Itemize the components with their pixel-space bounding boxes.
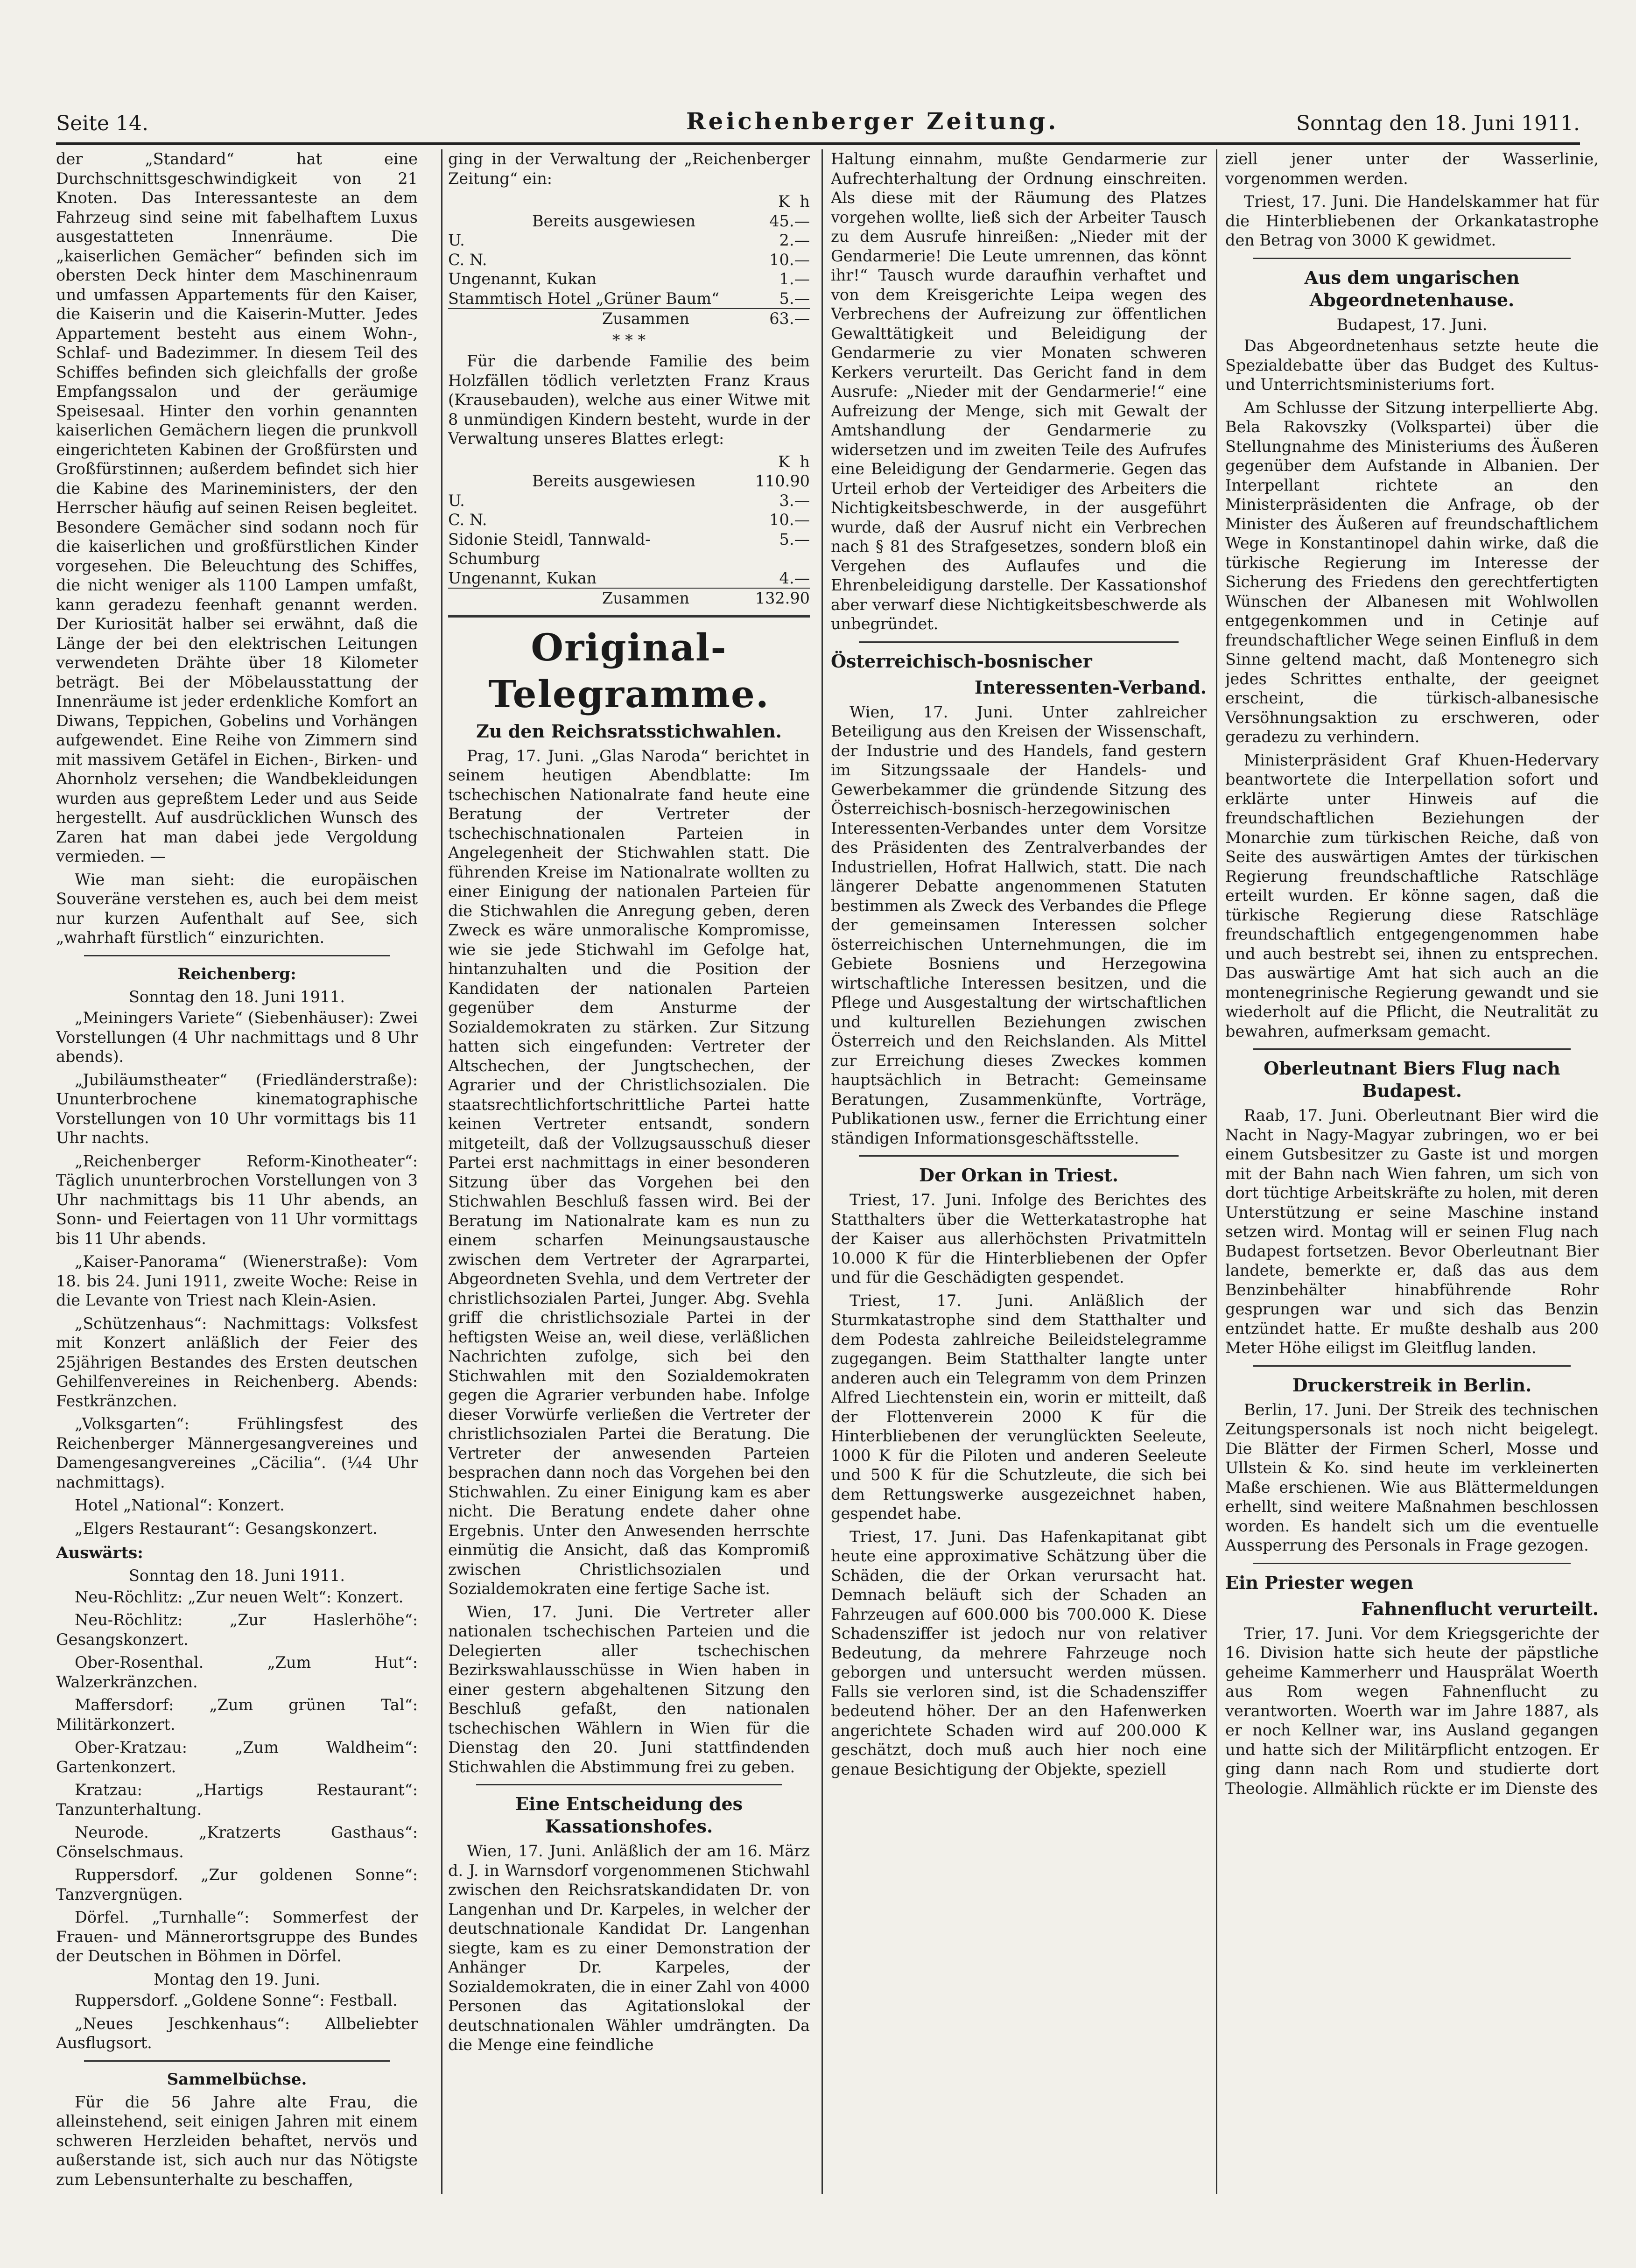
article-paragraph: Wien, 17. Juni. Anläßlich der am 16. März d. J. in Warnsdorf vorgenommenen Stichwahl zwischen den Reichsratskandidaten Dr. von Langenhan und Dr. Karpeles, in welcher der deutschnationale Kandidat Dr. Langenhan siegte, kam es zu einer Demonstration der Anhänger Dr. Karpeles, der Sozialdemokraten, die in einer Zahl von 4000 Personen das Agitationslokal der deutschnationalen Wähler umdrängten. Da die Menge eine feindliche <box>448 1842 810 2054</box>
column-rule <box>822 149 823 2194</box>
table-sum-row: Zusammen 132.90 <box>448 588 810 608</box>
article-paragraph: Raab, 17. Juni. Oberleutnant Bier wird die Nacht in Nagy-Magyar zubringen, wo er bei einem Gutsbesitzer zu Gaste ist und morgen mit der Bahn nach Wien fahren, um sich von dort tüchtige Arbeitskräfte zu holen, mit deren Unterstützung er seine Maschine instand setzen wird. Montag will er seinen Flug nach Budapest fortsetzen. Bevor Oberleutnant Bier landete, bemerkte er, daß das aus dem Benzinbehälter hinabführende Rohr gesprungen war und sich das Benzin entzündet hatte. Er mußte deshalb aus 200 Meter Höhe eiligst im Gleitflug landen. <box>1225 1106 1599 1357</box>
event-item: Hotel „National“: Konzert. <box>75 1496 285 1514</box>
column-4 <box>1225 149 1599 2194</box>
article-paragraph: Am Schlusse der Sitzung interpellierte Abg. Bela Rakovszky (Volkspartei) über die Stellungnahme des Ministeriums des Äußeren gegenüber dem Aufstande in Albanien. Der Interpellant richtete an den Ministerpräsidenten die Anfrage, ob der Minister des Äußeren auf freundschaftlichem Wege in Konstantinopel dahin wirke, daß die türkische Regierung im Interesse der Sicherung des Friedens den gerechtfertigten Wünschen der Albanesen mit Wohlwollen entgegenkommen und in Cetinje auf freundschaftlicher Wege seinen Einfluß in dem Sinne geltend macht, daß Montenegro sich jedes Schrittes enthalte, der geeignet erscheint, die türkisch-albanesische Versöhnungsaktion zu erschweren, oder geradezu zu verhindern. <box>1225 398 1599 746</box>
divider <box>859 641 1179 643</box>
article-paragraph: Für die darbende Familie des beim Holzfällen tödlich verletzten Franz Kraus (Krausebauden), welche aus einer Witwe mit 8 unmündigen Kindern besteht, wurde in der Verwaltung unseres Blattes erlegt: <box>448 352 810 448</box>
article-heading: Der Orkan in Triest. <box>919 1165 1118 1186</box>
article-heading: Interessenten-Verband. <box>974 676 1207 698</box>
donation-intro: ging in der Verwaltung der „Reichenberger Zeitung“ ein: <box>448 150 810 188</box>
currency-header: K h <box>778 192 810 211</box>
page-header <box>56 105 1580 145</box>
dateline: Budapest, 17. Juni. <box>1336 315 1488 334</box>
date-line: Montag den 19. Juni. <box>154 1970 320 1988</box>
event-item: Ober-Kratzau: „Zum Waldheim“: Gartenkonzert. <box>56 1738 418 1776</box>
column-1 <box>56 149 418 2194</box>
currency-header: K h <box>778 452 810 471</box>
table-row: Bereits ausgewiesen 110.90 <box>532 472 810 490</box>
article-paragraph: Wien, 17. Juni. Die Vertreter aller nationalen tschechischen Parteien und die Delegierten aller tschechischen Bezirkswahlausschüsse in Wien haben in einer gestern abgehaltenen Sitzung den Beschluß gefaßt, den nationalen tschechischen Wählern in Wien für die Dienstag den 20. Juni stattfindenden Stichwahlen die Abstimmung frei zu geben. <box>448 1602 810 1776</box>
event-item: „Elgers Restaurant“: Gesangskonzert. <box>75 1519 378 1538</box>
page-number: Seite 14. <box>56 112 148 135</box>
column-2 <box>448 149 810 2194</box>
column-rule <box>441 149 442 2194</box>
article-heading: Zu den Reichsratsstichwahlen. <box>476 720 782 742</box>
event-item: Neurode. „Kratzerts Gasthaus“: Cönselschmaus. <box>56 1823 418 1861</box>
event-item: Ruppersdorf. „Zur goldenen Sonne“: Tanzvergnügen. <box>56 1866 418 1903</box>
article-paragraph: Berlin, 17. Juni. Der Streik des technischen Zeitungspersonals ist noch nicht beigelegt. Die Blätter der Firmen Scherl, Mosse und Ullstein & Ko. sind heute im verkleinerten Maße erschienen. Wie aus Blättermeldungen erhellt, sind weitere Maßnahmen beschlossen worden. Es handelt sich um die eventuelle Aussperrung des Personals in Frage gezogen. <box>1225 1400 1599 1554</box>
event-item: „Schützenhaus“: Nachmittags: Volksfest mit Konzert anläßlich der Feier des 25jährigen Bestandes des Ersten deutschen Gehilfenvereines in Reichenberg. Abends: Festkränzchen. <box>56 1314 418 1410</box>
event-item: „Reichenberger Reform-Kinotheater“: Täglich ununterbrochen Vorstellungen von 3 Uhr nachmittags bis 11 Uhr abends, an Sonn- und Feiertagen von 11 Uhr vormittags bis 11 Uhr abends. <box>56 1152 418 1248</box>
event-item: „Kaiser-Panorama“ (Wienerstraße): Vom 18. bis 24. Juni 1911, zweite Woche: Reise in die Levante von Triest nach Klein-Asien. <box>56 1252 418 1309</box>
column-rule <box>1216 149 1217 2194</box>
article-paragraph: Triest, 17. Juni. Anläßlich der Sturmkatastrophe sind dem Statthalter und dem Podesta zahlreiche Beileidstelegramme zugegangen. Beim Statthalter langte unter anderen auch ein Telegramm von dem Prinzen Alfred Liechtenstein ein, worin er mitteilt, daß der Flottenverein 2000 K für die Hinterbliebenen der verunglückten Seeleute, 1000 K für die Piloten und anderen Seeleute und 500 K für die Schutzleute, die sich bei dem Rettungswerke ausgezeichnet haben, gespendet habe. <box>831 1291 1207 1523</box>
article-paragraph: Trier, 17. Juni. Vor dem Kriegsgerichte der 16. Division hatte sich heute der päpstliche geheime Kammerherr und Hausprälat Woerth aus Rom wegen Fahnenflucht zu verantworten. Woerth war im Jahre 1887, als er noch Kellner war, ins Ausland gegangen und hatte sich der Militärpflicht entzogen. Er ging dann nach Rom und studierte dort Theologie. Allmählich rückte er im Dienste des <box>1225 1624 1599 1798</box>
date-line: Sonntag den 18. Juni 1911. <box>128 1566 345 1585</box>
event-item: Neu-Röchlitz: „Zur Haslerhöhe“: Gesangskonzert. <box>56 1611 418 1649</box>
masthead: Reichenberger Zeitung. <box>686 107 1059 135</box>
article-paragraph: Triest, 17. Juni. Infolge des Berichtes des Statthalters über die Wetterkatastrophe hat der Kaiser aus allerhöchsten Privatmitteln 10.000 K für die Hinterbliebenen der Opfer und für die Geschädigten gespendet. <box>831 1191 1207 1286</box>
divider <box>859 1155 1179 1157</box>
event-item: Ruppersdorf. „Goldene Sonne“: Festball. <box>75 1991 398 2009</box>
divider <box>1253 258 1571 259</box>
article-paragraph: Wien, 17. Juni. Unter zahlreicher Beteiligung aus den Kreisen der Wissenschaft, der Industrie und des Handels, fand gestern im Sitzungssaale der Handels- und Gewerbekammer die gründende Sitzung des Österreichisch-bosnisch-herzegowinischen Interessenten-Verbandes unter dem Vorsitze des Präsidenten des Zentralverbandes der Industriellen, Hofrat Hallwich, statt. Die nach längerer Debatte angenommenen Statuten bestimmen als Zweck des Verbandes die Pflege der gemeinsamen Interessen solcher österreichischen Unternehmungen, die im Gebiete Bosniens und Herzegowina wirtschaftliche Interessen besitzen, und die Pflege und Ausgestaltung der wirtschaftlichen und kulturellen Beziehungen zwischen Österreich und den Reichslanden. Als Mittel zur Erreichung dieses Zweckes kommen hauptsächlich in Betracht: Gemeinsame Beratungen, Zusammenkünfte, Vorträge, Publikationen usw., ferner die Errichtung einer ständigen Informationsgeschäftsstelle. <box>831 702 1207 1147</box>
article-paragraph: Haltung einnahm, mußte Gendarmerie zur Aufrechterhaltung der Ordnung einschreiten. Als diese mit der Räumung des Platzes vorgehen wollte, ließ sich der Arbeiter Tausch zu dem Ausrufe hinreißen: „Nieder mit der Gendarmerie! Die Leute umrennen, das könnt ihr!“ Tausch wurde daraufhin verhaftet und von dem Kreisgerichte Leipa wegen des Verbrechens der Aufreizung zur öffentlichen Gewalttätigkeit und Beleidigung der Gendarmerie zu vier Monaten schweren Kerkers verurteilt. Das Gericht fand in dem Ausrufe: „Nieder mit der Gendarmerie!“ eine Aufreizung der Menge, sich mit Gewalt der Amtshandlung der Gendarmerie zu widersetzen und im zweiten Teile des Aufrufes eine Beleidigung der Gendarmerie. Gegen das Urteil erhob der Verteidiger des Arbeiters die Nichtigkeitsbeschwerde, in der ausgeführt wurde, daß der Ausruf nicht ein Verbrechen nach § 81 des Strafgesetzes, sondern bloß ein Vergehen des Auflaufes und die Ehrenbeleidigung darstelle. Der Kassationshof aber verwarf diese Nichtigkeitsbeschwerde als unbegründet. <box>831 150 1207 633</box>
event-item: „Volksgarten“: Frühlingsfest des Reichenberger Männergesangvereines und Damengesangvereines „Cäcilia“. (¼4 Uhr nachmittags). <box>56 1415 418 1491</box>
divider <box>1253 1365 1571 1367</box>
donation-table <box>448 211 810 329</box>
divider <box>476 1784 782 1785</box>
article-heading: Oberleutnant Biers Flug nach Budapest. <box>1264 1058 1560 1101</box>
divider <box>1253 1048 1571 1050</box>
section-heading: Auswärts: <box>56 1544 143 1562</box>
table-row: C. N. 10.— <box>448 511 810 529</box>
section-title: Original-Telegramme. <box>488 625 770 716</box>
article-paragraph: Das Abgeordnetenhaus setzte heute die Spezialdebatte über das Budget des Kultus- und Unterrichtsministeriums fort. <box>1225 337 1599 393</box>
column-3 <box>831 149 1207 2194</box>
table-row: U. 2.— <box>448 231 810 249</box>
event-item: „Neues Jeschkenhaus“: Allbeliebter Ausflugsort. <box>56 2014 418 2052</box>
divider <box>84 2060 390 2062</box>
table-row: Ungenannt, Kukan 4.— <box>448 569 810 587</box>
article-paragraph: Prag, 17. Juni. „Glas Naroda“ berichtet in seinem heutigen Abendblatte: Im tschechischen Nationalrate fand heute eine Beratung der Vertreter der tschechischnationalen Parteien in Angelegenheit der Stichwahlen statt. Die führenden Kreise im Nationalrate wollten zu einer Einigung der nationalen Parteien für die Stichwahlen die Anregung geben, deren Zweck es wäre unmoralische Kompromisse, wie sie jede Stichwahl im Gefolge hat, hintanzuhalten und die Position der Kandidaten der nationalen Parteien gegenüber dem Ansturme der Sozialdemokraten zu stärken. Zur Sitzung hatten sich eingefunden: Vertreter der Altschechen, der Jungtschechen, der Agrarier und der Christlichsozialen. Die staatsrechtlichfortschrittliche Partei hatte keinen Vertreter entsandt, sondern mitgeteilt, daß der Vollzugsausschuß dieser Partei erst nachmittags in einer besonderen Sitzung über das Vorgehen bei den Stichwahlen Beschluß fassen wird. Bei der Beratung im Nationalrate kam es nun zu einem scharfen Meinungsaustausche zwischen dem Vertreter der Agrarpartei, Abgeordneten Svehla, und dem Vertreter der christlichsozialen Partei, Junger. Abg. Svehla griff die christlichsoziale Partei in der heftigsten Weise an, weil diese, verläßlichen Nachrichten zufolge, sich bei den Stichwahlen mit den Sozialdemokraten gegen die Agrarier verbunden habe. Infolge dieser Vorwürfe verließen die Vertreter der christlichsozialen Partei die Beratung. Die Vertreter der anwesenden Parteien besprachen dann noch das Vorgehen bei den Stichwahlen. Zu einer Einigung kam es aber nicht. Die Beratung endete daher ohne Ergebnis. Unter den Anwesenden herrschte einmütig die Ansicht, daß das Kompromiß zwischen Christlichsozialen und Sozialdemokraten eine fertige Sache ist. <box>448 746 810 1598</box>
event-item: Maffersdorf: „Zum grünen Tal“: Militärkonzert. <box>56 1696 418 1734</box>
article-paragraph: Für die 56 Jahre alte Frau, die alleinstehend, seit einigen Jahren mit einem schweren Herzleiden behaftet, nervös und außerstande ist, sich auch nur das Nötigste zum Lebensunterhalte zu beschaffen, <box>56 2092 418 2189</box>
issue-date: Sonntag den 18. Juni 1911. <box>1296 112 1580 135</box>
donation-table <box>448 471 810 608</box>
event-item: Ober-Rosenthal. „Zum Hut“: Walzerkränzchen. <box>56 1653 418 1691</box>
table-sum-row: Zusammen 63.— <box>448 309 810 329</box>
event-item: Neu-Röchlitz: „Zur neuen Welt“: Konzert. <box>75 1587 404 1606</box>
article-heading: Druckerstreik in Berlin. <box>1292 1374 1532 1396</box>
article-heading: Ein Priester wegen <box>1225 1572 1414 1593</box>
article-paragraph: Triest, 17. Juni. Die Handelskammer hat für die Hinterbliebenen der Orkankatastrophe den Betrag von 3000 K gewidmet. <box>1225 192 1599 249</box>
article-heading: Fahnenflucht verurteilt. <box>1361 1598 1599 1619</box>
date-line: Sonntag den 18. Juni 1911. <box>128 987 345 1006</box>
event-item: „Jubiläumstheater“ (Friedländerstraße): Ununterbrochene kinematographische Vorstellungen von 10 Uhr vormittags bis 11 Uhr nachts. <box>56 1070 418 1147</box>
divider <box>1253 1563 1571 1564</box>
article-heading: Eine Entscheidung des Kassationshofes. <box>515 1793 743 1837</box>
article-heading: Aus dem ungarischen Abgeordnetenhause. <box>1304 267 1520 310</box>
event-item: Kratzau: „Hartigs Restaurant“: Tanzunterhaltung. <box>56 1781 418 1819</box>
table-row: U. 3.— <box>448 491 810 510</box>
article-heading: Österreichisch-bosnischer <box>831 650 1092 672</box>
table-row: C. N. 10.— <box>448 250 810 269</box>
divider <box>84 955 390 956</box>
table-row: Sidonie Steidl, Tannwald-Schumburg 5.— <box>448 530 810 568</box>
section-heading: Sammelbüchse. <box>167 2070 307 2089</box>
article-paragraph: Ministerpräsident Graf Khuen-Hedervary beantwortete die Interpellation sofort und erklärte unter Hinweis auf die freundschaftlichen Beziehungen der Monarchie zum türkischen Reiche, daß von Seite des auswärtigen Amtes der türkischen Regierung freundschaftliche Ratschläge erteilt wurden. Er könne sagen, daß die türkische Regierung diese Ratschläge freundschaftlich entgegengenommen habe und auch bestrebt sei, ihnen zu entsprechen. Das auswärtige Amt hat sich auch an die montenegrinische Regierung gewandt und sie wiederholt auf die Pflicht, die Neutralität zu bewahren, aufmerksam gemacht. <box>1225 751 1599 1040</box>
section-heading: Reichenberg: <box>177 964 296 983</box>
article-paragraph: Wie man sieht: die europäischen Souveräne verstehen es, auch bei dem meist nur kurzen Aufenthalt auf See, sich „wahrhaft fürstlich“ einzurichten. <box>56 870 418 947</box>
event-item: „Meiningers Variete“ (Siebenhäuser): Zwei Vorstellungen (4 Uhr nachmittags und 8 Uhr abends). <box>56 1009 418 1066</box>
table-row: Bereits ausgewiesen 45.— <box>532 211 810 230</box>
event-item: Dörfel. „Turnhalle“: Sommerfest der Frauen- und Männerortsgruppe des Bundes der Deutschen in Böhmen in Dörfel. <box>56 1908 418 1965</box>
table-row: Ungenannt, Kukan 1.— <box>448 270 810 288</box>
table-row: Stammtisch Hotel „Grüner Baum“ 5.— <box>448 289 810 308</box>
divider <box>448 615 810 618</box>
article-paragraph: ziell jener unter der Wasserlinie, vorgenommen werden. <box>1225 150 1599 188</box>
separator-stars: * * * <box>612 330 646 349</box>
article-paragraph: Triest, 17. Juni. Das Hafenkapitanat gibt heute eine approximative Schätzung über die Schäden, die der Orkan verursacht hat. Demnach beläuft sich der Schaden an Fahrzeugen auf 600.000 bis 700.000 K. Diese Schadensziffer ist jedoch nur von relativer Bedeutung, da mehrere Fahrzeuge noch geborgen und untersucht werden müssen. Falls sie verloren sind, ist die Schadensziffer bedeutend höher. Der an den Hafenwerken angerichtete Schaden wird auf 200.000 K geschätzt, doch muß auch hier noch eine genaue Besichtigung der Objekte, speziell <box>831 1527 1207 1778</box>
article-paragraph: der „Standard“ hat eine Durchschnittsgeschwindigkeit von 21 Knoten. Das Interessanteste an dem Fahrzeug sind seine mit fabelhaftem Luxus ausgestatteten Innenräume. Die „kaiserlichen Gemächer“ befinden sich im obersten Deck hinter dem Maschinenraum und umfassen Appartements für den Kaiser, die Kaiserin und die Kaiserin-Mutter. Jedes Appartement besteht aus einem Wohn-, Schlaf- und Badezimmer. In diesem Teil des Schiffes befinden sich gleichfalls der große Empfangssalon und der geräumige Speisesaal. Hinter den vorhin genannten kaiserlichen Gemächern liegen die prunkvoll eingerichteten Kabinen der Großfürsten und Großfürstinnen; außerdem befindet sich hier die Kabine des Marineministers, der den Herrscher häufig auf seinen Reisen begleitet. Besondere Gemächer sind sodann noch für die kaiserlichen und großfürstlichen Kinder vorgesehen. Die Beleuchtung des Schiffes, die nicht weniger als 1100 Lampen umfaßt, kann geradezu feenhaft genannt werden. Der Kuriosität halber sei erwähnt, daß die Länge der bei den elektrischen Leitungen verwendeten Drähte über 18 Kilometer beträgt. Bei der Möbelausstattung der Innenräume ist jeder erdenkliche Komfort an Diwans, Teppichen, Gobelins und Vorhängen aufgewendet. Eine Reihe von Zimmern sind mit massivem Getäfel in Eichen-, Birken- und Ahornholz versehen; die Wandbekleidungen wurden aus gepreßtem Leder und aus Seide hergestellt. Auf ausdrücklichen Wunsch des Zaren hat man dabei jede Vergoldung vermieden. — <box>56 150 418 865</box>
